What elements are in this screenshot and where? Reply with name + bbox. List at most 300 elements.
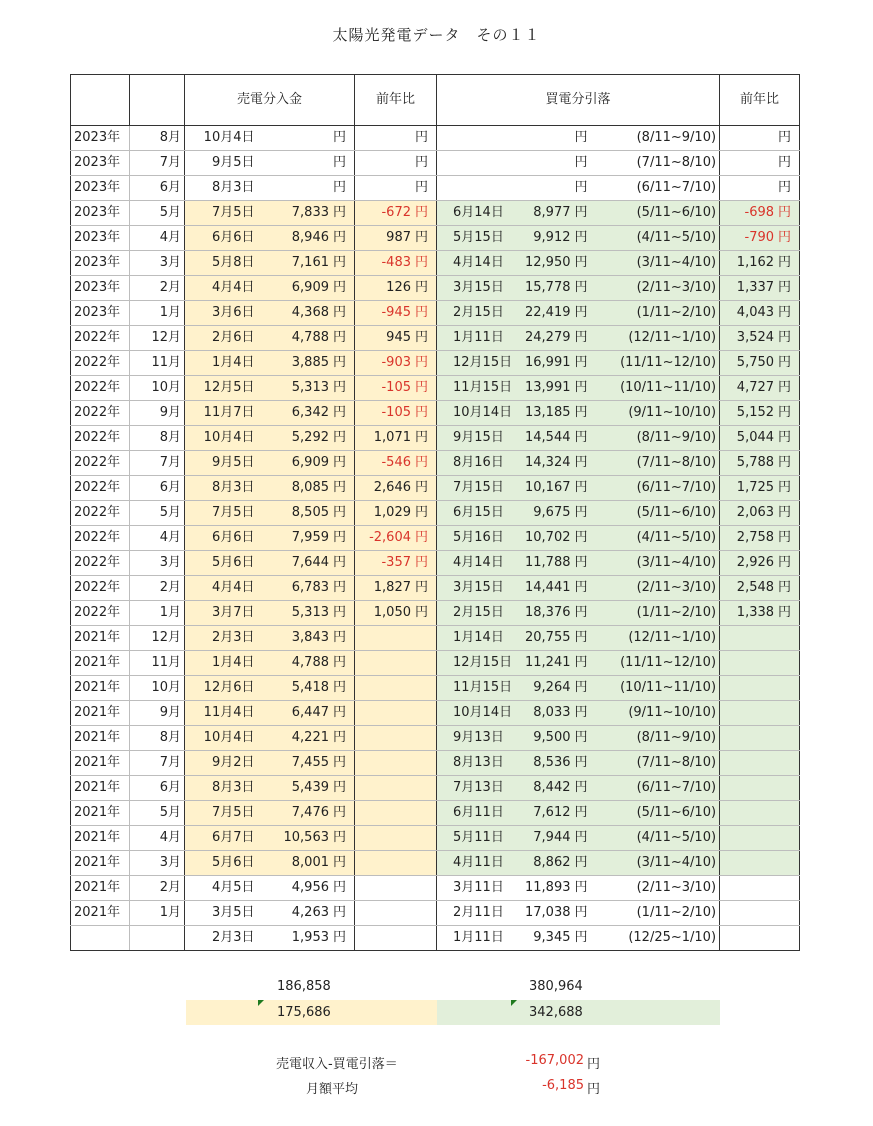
yen-unit: 円 xyxy=(778,580,792,595)
buy-amount-cell-value: 9,912 xyxy=(533,230,571,245)
buy-date-cell xyxy=(437,676,521,701)
buy-date-cell xyxy=(437,726,521,751)
sell-ratio-cell xyxy=(355,576,437,601)
sell-date-cell xyxy=(185,526,267,551)
buy-ratio-cell xyxy=(720,251,800,276)
month-cell xyxy=(130,676,185,701)
month-cell-value: 9月 xyxy=(159,405,181,420)
year-cell-value: 2021年 xyxy=(74,755,121,770)
yen-unit: 円 xyxy=(333,405,347,420)
sell-amount-cell-value: 4,788 xyxy=(291,655,329,670)
buy-period-cell-value: (6/11~7/10) xyxy=(636,480,717,495)
buy-period-cell-value: (12/11~1/10) xyxy=(628,330,717,345)
sell-date-cell-value: 11月4日 xyxy=(203,705,255,720)
balance-value: -167,002 xyxy=(525,1053,584,1068)
sell-date-cell xyxy=(185,876,267,901)
year-cell xyxy=(71,426,130,451)
buy-date-cell-value: 12月15日 xyxy=(453,355,513,370)
buy-date-cell-value: 8月16日 xyxy=(453,455,504,470)
sell-date-cell xyxy=(185,776,267,801)
sell-date-cell xyxy=(185,501,267,526)
sell-amount-cell-value: 8,001 xyxy=(291,855,329,870)
sell-date-cell xyxy=(185,601,267,626)
table-row xyxy=(71,376,800,401)
buy-date-cell-value: 8月13日 xyxy=(453,755,504,770)
sell-date-cell xyxy=(185,301,267,326)
sell-date-cell xyxy=(185,551,267,576)
buy-ratio-cell xyxy=(720,401,800,426)
sell-date-cell xyxy=(185,276,267,301)
sell-date-cell-value: 5月8日 xyxy=(211,255,255,270)
buy-period-cell-value: (10/11~11/10) xyxy=(620,380,717,395)
yen-unit: 円 xyxy=(574,580,588,595)
buy-amount-cell-value: 13,185 xyxy=(525,405,571,420)
sell-ratio-cell xyxy=(355,551,437,576)
year-cell-value: 2022年 xyxy=(74,555,121,570)
sell-ratio-cell xyxy=(355,451,437,476)
buy-period-cell xyxy=(606,676,720,701)
buy-ratio-cell xyxy=(720,751,800,776)
table-row xyxy=(71,401,800,426)
buy-ratio-cell-value: 5,152 xyxy=(736,405,775,420)
sell-date-cell xyxy=(185,826,267,851)
month-cell-value: 4月 xyxy=(159,230,181,245)
buy-period-cell-value: (8/11~9/10) xyxy=(636,430,717,445)
month-cell xyxy=(130,501,185,526)
sell-amount-cell-value: 6,783 xyxy=(291,580,329,595)
yen-unit: 円 xyxy=(333,930,347,945)
buy-amount-cell-value: 11,893 xyxy=(525,880,571,895)
yen-unit: 円 xyxy=(333,805,347,820)
month-cell-value: 12月 xyxy=(151,630,181,645)
buy-amount-cell xyxy=(521,151,606,176)
sell-amount-cell-value: 1,953 xyxy=(291,930,329,945)
year-cell xyxy=(71,226,130,251)
yen-unit: 円 xyxy=(778,605,792,620)
sell-date-cell xyxy=(185,326,267,351)
yen-unit: 円 xyxy=(415,530,429,545)
sell-date-cell-value: 4月5日 xyxy=(211,880,255,895)
sell-date-cell-value: 6月7日 xyxy=(211,830,255,845)
yen-unit: 円 xyxy=(574,480,588,495)
year-cell xyxy=(71,551,130,576)
month-cell xyxy=(130,351,185,376)
month-cell-value: 4月 xyxy=(159,530,181,545)
yen-unit: 円 xyxy=(333,180,347,195)
sell-amount-cell-value: 5,418 xyxy=(291,680,329,695)
sell-amount-cell xyxy=(267,526,355,551)
month-cell-value: 11月 xyxy=(151,355,181,370)
year-cell-value: 2021年 xyxy=(74,630,121,645)
buy-amount-cell xyxy=(521,601,606,626)
table-row xyxy=(71,726,800,751)
yen-unit: 円 xyxy=(574,905,588,920)
month-cell xyxy=(130,701,185,726)
yen-unit: 円 xyxy=(778,480,792,495)
sell-ratio-cell xyxy=(355,726,437,751)
buy-date-cell-value: 6月15日 xyxy=(453,505,504,520)
buy-amount-cell xyxy=(521,876,606,901)
buy-amount-cell xyxy=(521,626,606,651)
table-row xyxy=(71,526,800,551)
year-cell-value: 2022年 xyxy=(74,480,121,495)
buy-date-cell-value: 5月11日 xyxy=(453,830,504,845)
sell-ratio-cell xyxy=(355,901,437,926)
sell-amount-cell xyxy=(267,676,355,701)
buy-period-cell-value: (7/11~8/10) xyxy=(636,455,717,470)
buy-ratio-cell-value: 5,788 xyxy=(736,455,775,470)
buy-ratio-cell xyxy=(720,526,800,551)
buy-amount-cell xyxy=(521,251,606,276)
sell-date-cell-value: 1月4日 xyxy=(211,355,255,370)
month-cell xyxy=(130,726,185,751)
month-cell-value: 6月 xyxy=(159,480,181,495)
yen-unit: 円 xyxy=(415,305,429,320)
balance-unit: 円 xyxy=(587,1057,601,1072)
buy-date-cell xyxy=(437,176,521,201)
buy-amount-cell xyxy=(521,526,606,551)
yen-unit: 円 xyxy=(333,655,347,670)
buy-amount-cell xyxy=(521,351,606,376)
buy-date-cell xyxy=(437,876,521,901)
buy-period-cell xyxy=(606,576,720,601)
buy-amount-cell-value: 8,536 xyxy=(533,755,571,770)
year-cell xyxy=(71,601,130,626)
month-cell xyxy=(130,801,185,826)
sell-amount-cell-value: 4,221 xyxy=(291,730,329,745)
buy-date-cell xyxy=(437,126,521,151)
sell-date-cell xyxy=(185,351,267,376)
sell-amount-cell xyxy=(267,226,355,251)
sell-date-cell-value: 11月7日 xyxy=(203,405,255,420)
sell-amount-cell-value: 7,833 xyxy=(291,205,329,220)
buy-amount-cell-value: 10,167 xyxy=(525,480,571,495)
buy-date-cell xyxy=(437,901,521,926)
buy-date-cell-value: 11月15日 xyxy=(453,680,513,695)
year-cell xyxy=(71,576,130,601)
sell-date-cell-value: 3月6日 xyxy=(211,305,255,320)
buy-period-cell-value: (3/11~4/10) xyxy=(636,255,717,270)
table-row xyxy=(71,651,800,676)
year-cell-value: 2022年 xyxy=(74,530,121,545)
buy-date-cell xyxy=(437,501,521,526)
buy-period-cell-value: (7/11~8/10) xyxy=(636,155,717,170)
buy-amount-cell xyxy=(521,576,606,601)
month-cell-value: 10月 xyxy=(151,380,181,395)
buy-date-cell xyxy=(437,926,521,951)
year-cell-value: 2022年 xyxy=(74,355,121,370)
yen-unit: 円 xyxy=(415,230,429,245)
yen-unit: 円 xyxy=(778,430,792,445)
buy-ratio-cell-value: -790 xyxy=(744,230,775,245)
buy-date-cell-value: 3月11日 xyxy=(453,880,504,895)
buy-date-cell xyxy=(437,851,521,876)
sell-date-cell xyxy=(185,851,267,876)
month-cell-value: 8月 xyxy=(159,130,181,145)
buy-period-cell-value: (5/11~6/10) xyxy=(636,205,717,220)
year-cell-value: 2023年 xyxy=(74,305,121,320)
buy-period-cell xyxy=(606,376,720,401)
yen-unit: 円 xyxy=(574,680,588,695)
yen-unit: 円 xyxy=(574,655,588,670)
header-buy: 買電分引落 xyxy=(437,75,720,126)
sell-amount-cell xyxy=(267,301,355,326)
sell-ratio-cell xyxy=(355,151,437,176)
buy-ratio-cell-value: 4,727 xyxy=(736,380,775,395)
buy-period-cell xyxy=(606,801,720,826)
sell-amount-cell xyxy=(267,126,355,151)
yen-unit: 円 xyxy=(574,880,588,895)
buy-date-cell-value: 5月15日 xyxy=(453,230,504,245)
yen-unit: 円 xyxy=(574,230,588,245)
sell-ratio-cell xyxy=(355,251,437,276)
sell-date-cell-value: 3月7日 xyxy=(211,605,255,620)
yen-unit: 円 xyxy=(415,505,429,520)
month-cell-value: 8月 xyxy=(159,730,181,745)
yen-unit: 円 xyxy=(333,255,347,270)
yen-unit: 円 xyxy=(415,280,429,295)
sell-ratio-cell xyxy=(355,126,437,151)
month-cell xyxy=(130,226,185,251)
buy-amount-cell-value: 7,944 xyxy=(533,830,571,845)
yen-unit: 円 xyxy=(574,330,588,345)
sell-ratio-cell xyxy=(355,676,437,701)
buy-ratio-cell-value: 5,750 xyxy=(736,355,775,370)
buy-ratio-cell xyxy=(720,176,800,201)
buy-date-cell xyxy=(437,151,521,176)
buy-date-cell-value: 3月15日 xyxy=(453,280,504,295)
yen-unit: 円 xyxy=(778,130,792,145)
table-row xyxy=(71,226,800,251)
year-cell-value: 2022年 xyxy=(74,330,121,345)
sell-date-cell xyxy=(185,801,267,826)
yen-unit: 円 xyxy=(415,155,429,170)
sell-amount-cell xyxy=(267,451,355,476)
yen-unit: 円 xyxy=(333,780,347,795)
header-ratio-sell: 前年比 xyxy=(355,75,437,126)
buy-period-cell xyxy=(606,226,720,251)
sell-date-cell-value: 9月2日 xyxy=(211,755,255,770)
yen-unit: 円 xyxy=(333,330,347,345)
month-cell xyxy=(130,326,185,351)
month-cell-value: 2月 xyxy=(159,580,181,595)
yen-unit: 円 xyxy=(574,430,588,445)
buy-ratio-cell xyxy=(720,801,800,826)
cell-note-marker xyxy=(258,1000,264,1006)
month-cell-value: 7月 xyxy=(159,455,181,470)
sell-date-cell-value: 7月5日 xyxy=(211,505,255,520)
buy-ratio-cell-value: 2,548 xyxy=(736,580,775,595)
buy-period-cell xyxy=(606,401,720,426)
yen-unit: 円 xyxy=(415,255,429,270)
sell-amount-cell-value: 4,788 xyxy=(291,330,329,345)
month-cell xyxy=(130,651,185,676)
buy-amount-cell-value: 14,544 xyxy=(525,430,571,445)
table-row xyxy=(71,601,800,626)
month-cell xyxy=(130,751,185,776)
sell-ratio-cell-value: -546 xyxy=(381,455,411,470)
sell-amount-cell-value: 4,263 xyxy=(291,905,329,920)
month-cell-value: 5月 xyxy=(159,505,181,520)
buy-subtotal: 342,688 xyxy=(529,1005,583,1020)
yen-unit: 円 xyxy=(415,330,429,345)
buy-ratio-cell-value: 1,338 xyxy=(736,605,775,620)
yen-unit: 円 xyxy=(574,405,588,420)
table-row xyxy=(71,901,800,926)
sell-ratio-cell xyxy=(355,601,437,626)
year-cell-value: 2021年 xyxy=(74,655,121,670)
table-row xyxy=(71,801,800,826)
buy-date-cell xyxy=(437,201,521,226)
sell-amount-cell-value: 6,447 xyxy=(291,705,329,720)
buy-period-cell xyxy=(606,351,720,376)
sell-ratio-cell xyxy=(355,301,437,326)
buy-ratio-cell xyxy=(720,626,800,651)
month-cell xyxy=(130,526,185,551)
buy-date-cell-value: 2月11日 xyxy=(453,905,504,920)
average-label: 月額平均 xyxy=(306,1082,359,1097)
header-year xyxy=(71,75,130,126)
sell-date-cell-value: 5月6日 xyxy=(211,555,255,570)
sell-ratio-cell-value: -2,604 xyxy=(369,530,411,545)
yen-unit: 円 xyxy=(574,280,588,295)
sell-amount-cell xyxy=(267,826,355,851)
buy-date-cell xyxy=(437,576,521,601)
yen-unit: 円 xyxy=(574,180,588,195)
sell-date-cell xyxy=(185,726,267,751)
year-cell-value: 2021年 xyxy=(74,705,121,720)
buy-period-cell-value: (4/11~5/10) xyxy=(636,830,717,845)
buy-amount-cell xyxy=(521,701,606,726)
buy-amount-cell xyxy=(521,926,606,951)
year-cell-value: 2023年 xyxy=(74,230,121,245)
year-cell xyxy=(71,126,130,151)
sell-amount-cell xyxy=(267,376,355,401)
month-cell xyxy=(130,576,185,601)
sell-date-cell-value: 6月6日 xyxy=(211,530,255,545)
sell-date-cell xyxy=(185,176,267,201)
year-cell-value: 2022年 xyxy=(74,455,121,470)
year-cell-value: 2021年 xyxy=(74,780,121,795)
sell-date-cell xyxy=(185,376,267,401)
year-cell-value: 2021年 xyxy=(74,830,121,845)
table-row xyxy=(71,351,800,376)
sell-date-cell-value: 2月3日 xyxy=(211,630,255,645)
sell-amount-cell xyxy=(267,751,355,776)
sell-amount-cell-value: 7,161 xyxy=(291,255,329,270)
year-cell-value: 2023年 xyxy=(74,180,121,195)
year-cell-value: 2021年 xyxy=(74,805,121,820)
buy-date-cell-value: 11月15日 xyxy=(453,380,513,395)
buy-amount-cell xyxy=(521,501,606,526)
buy-ratio-cell xyxy=(720,326,800,351)
yen-unit: 円 xyxy=(333,380,347,395)
sell-amount-cell xyxy=(267,201,355,226)
year-cell xyxy=(71,901,130,926)
sell-amount-cell xyxy=(267,326,355,351)
table-row xyxy=(71,476,800,501)
sell-amount-cell xyxy=(267,426,355,451)
yen-unit: 円 xyxy=(333,155,347,170)
sell-amount-cell xyxy=(267,176,355,201)
sell-date-cell xyxy=(185,751,267,776)
table-row xyxy=(71,626,800,651)
buy-amount-cell-value: 8,442 xyxy=(533,780,571,795)
buy-period-cell xyxy=(606,151,720,176)
buy-period-cell xyxy=(606,526,720,551)
sell-ratio-cell-value: 1,071 xyxy=(373,430,411,445)
yen-unit: 円 xyxy=(778,455,792,470)
sell-date-cell xyxy=(185,576,267,601)
sell-ratio-cell xyxy=(355,426,437,451)
sell-amount-cell xyxy=(267,901,355,926)
buy-date-cell xyxy=(437,326,521,351)
sell-amount-cell-value: 8,085 xyxy=(291,480,329,495)
sell-ratio-cell-value: -903 xyxy=(381,355,411,370)
yen-unit: 円 xyxy=(574,305,588,320)
yen-unit: 円 xyxy=(333,505,347,520)
month-cell-value: 9月 xyxy=(159,705,181,720)
buy-date-cell xyxy=(437,426,521,451)
sell-date-cell-value: 4月4日 xyxy=(211,280,255,295)
buy-ratio-cell xyxy=(720,851,800,876)
sell-ratio-cell xyxy=(355,801,437,826)
sell-date-cell xyxy=(185,226,267,251)
month-cell-value: 8月 xyxy=(159,430,181,445)
buy-period-cell xyxy=(606,651,720,676)
buy-period-cell xyxy=(606,601,720,626)
yen-unit: 円 xyxy=(574,730,588,745)
month-cell xyxy=(130,201,185,226)
yen-unit: 円 xyxy=(778,280,792,295)
sell-date-cell-value: 7月5日 xyxy=(211,805,255,820)
yen-unit: 円 xyxy=(333,680,347,695)
balance-label: 売電収入-買電引落＝ xyxy=(276,1057,398,1072)
sell-ratio-cell-value: -357 xyxy=(381,555,411,570)
sell-ratio-cell xyxy=(355,751,437,776)
yen-unit: 円 xyxy=(333,605,347,620)
sell-amount-cell xyxy=(267,351,355,376)
buy-amount-cell-value: 11,241 xyxy=(525,655,571,670)
year-cell-value: 2022年 xyxy=(74,405,121,420)
sell-date-cell xyxy=(185,251,267,276)
month-cell-value: 1月 xyxy=(159,305,181,320)
sell-ratio-cell xyxy=(355,201,437,226)
sell-ratio-cell-value: 945 xyxy=(386,330,411,345)
buy-period-cell-value: (3/11~4/10) xyxy=(636,555,717,570)
yen-unit: 円 xyxy=(574,705,588,720)
yen-unit: 円 xyxy=(574,605,588,620)
table-row xyxy=(71,451,800,476)
sell-amount-cell-value: 4,956 xyxy=(291,880,329,895)
month-cell-value: 10月 xyxy=(151,680,181,695)
yen-unit: 円 xyxy=(574,355,588,370)
buy-date-cell-value: 6月11日 xyxy=(453,805,504,820)
buy-amount-cell xyxy=(521,676,606,701)
table-row xyxy=(71,876,800,901)
buy-period-cell-value: (2/11~3/10) xyxy=(636,880,717,895)
sell-amount-cell xyxy=(267,801,355,826)
sell-amount-cell xyxy=(267,576,355,601)
sell-date-cell-value: 2月3日 xyxy=(211,930,255,945)
yen-unit: 円 xyxy=(415,405,429,420)
sell-ratio-cell xyxy=(355,926,437,951)
buy-date-cell-value: 1月11日 xyxy=(453,930,504,945)
buy-amount-cell-value: 14,441 xyxy=(525,580,571,595)
buy-period-cell-value: (11/11~12/10) xyxy=(620,355,717,370)
month-cell-value: 1月 xyxy=(159,905,181,920)
table-row xyxy=(71,751,800,776)
